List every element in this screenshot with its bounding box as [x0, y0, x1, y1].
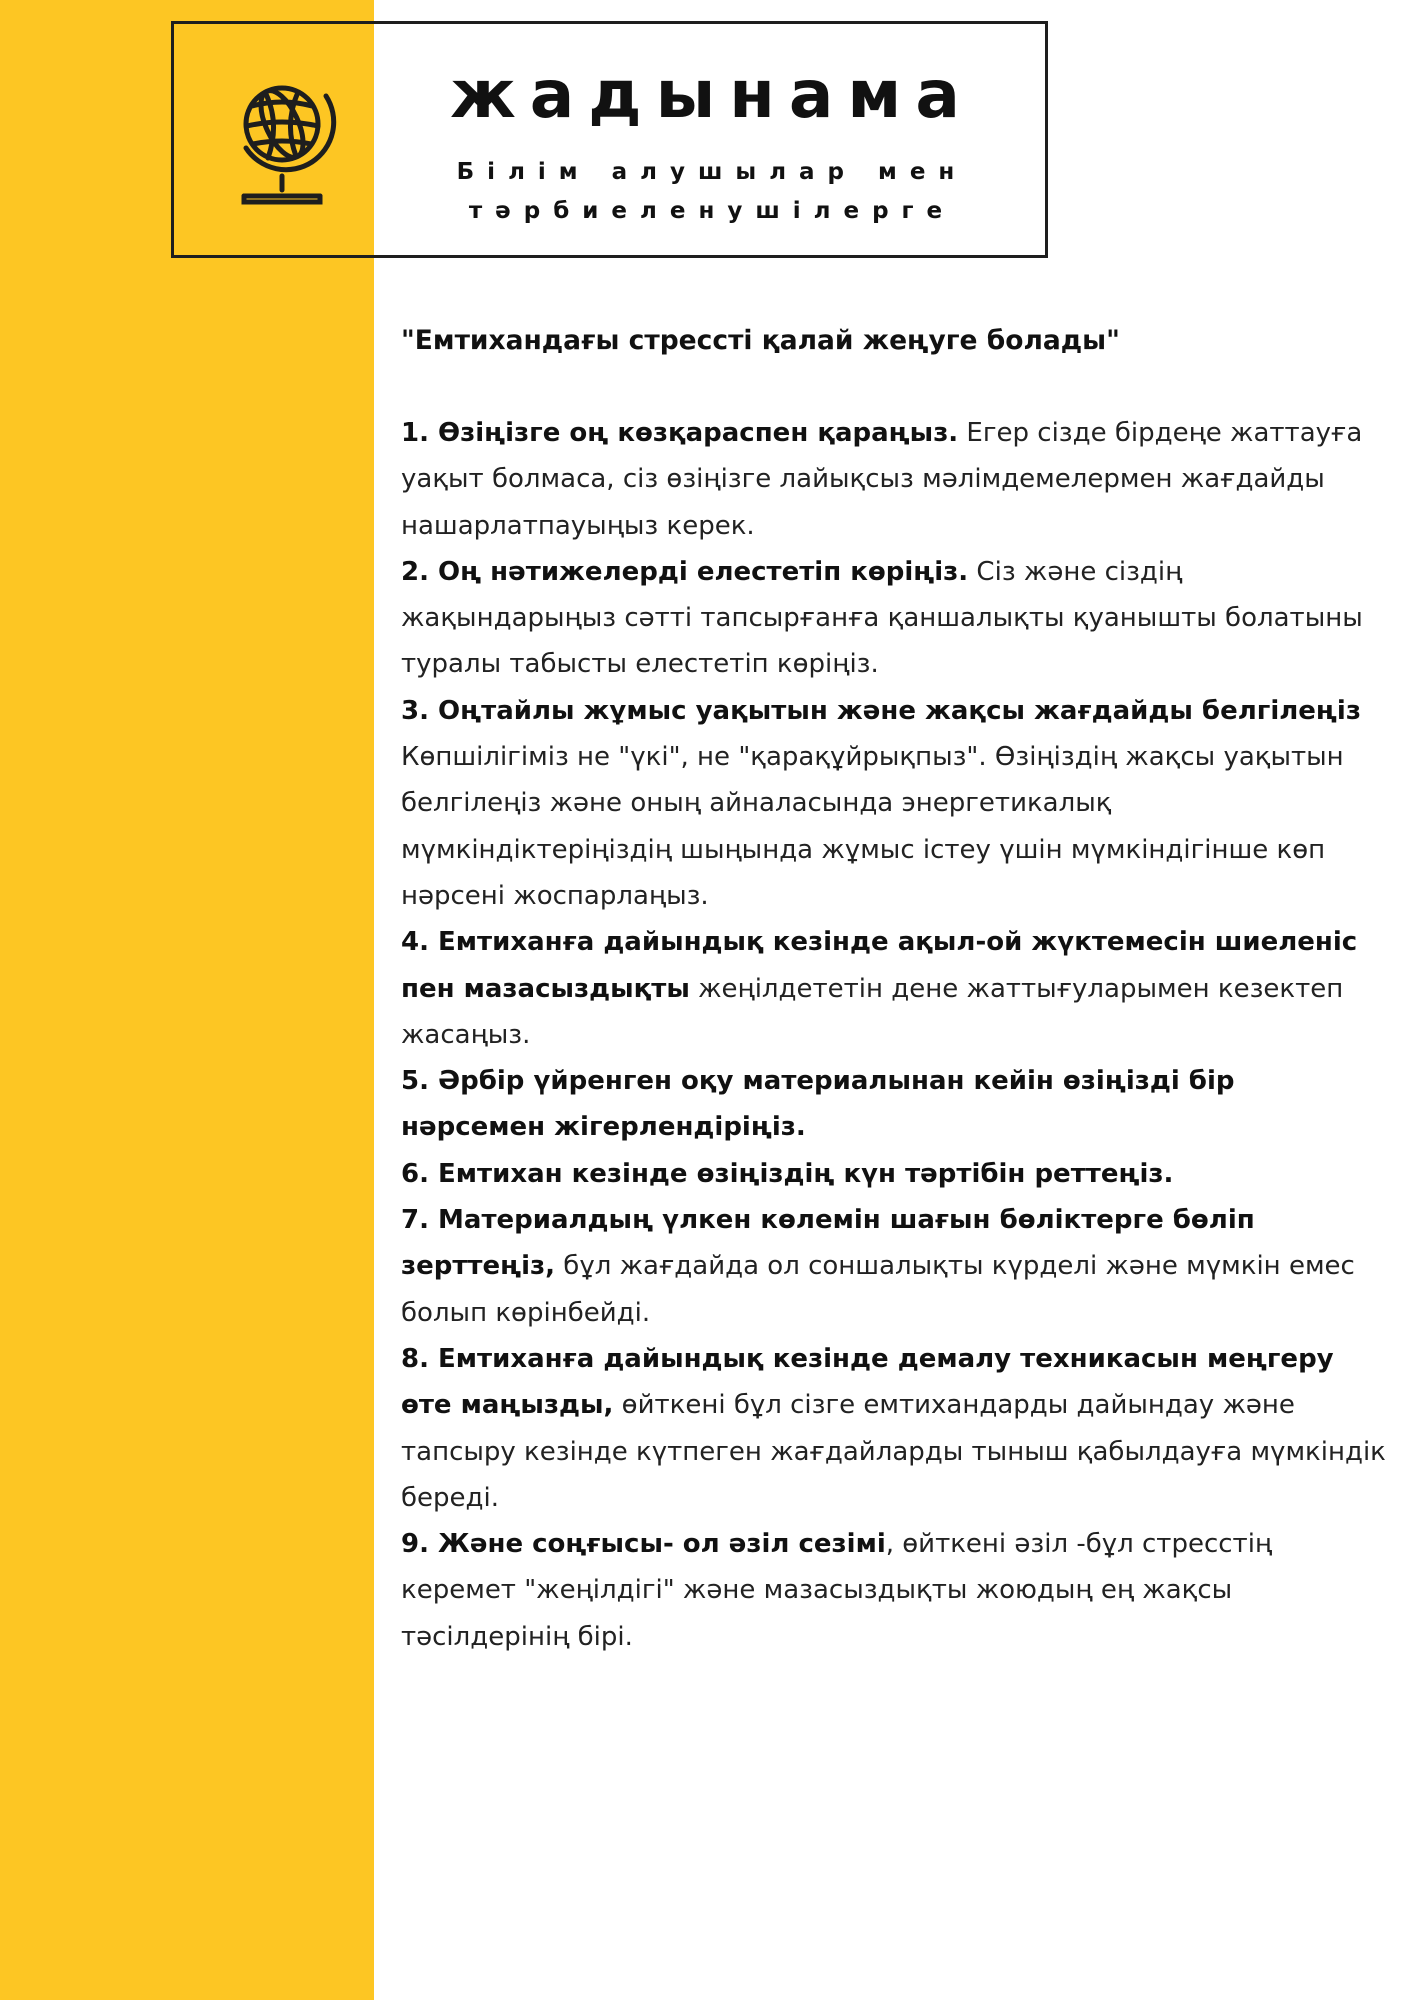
memo-body [401, 318, 1386, 1660]
memo-heading: "Емтихандағы стрессті қалай жеңуге болады" [401, 325, 1120, 356]
document-subtitle [382, 153, 1042, 231]
document-title: жадынама [450, 56, 974, 133]
tip-item [401, 549, 1386, 688]
tip-bold-text: 4. Емтиханға дайындық кезінде ақыл-ой жүктемесін шиеленіс пен мазасыздықты [401, 927, 1358, 1004]
subtitle-line-2: тәрбиеленушілерге [468, 198, 956, 224]
globe-icon [232, 72, 342, 212]
tip-text: Егер сізде бірдеңе жаттауға уақыт болмаса, сіз өзіңізге лайықсыз мәлімдемелермен жағдайды нашарлатпауыңыз керек. [401, 418, 1363, 541]
tip-item [401, 688, 1386, 919]
tip-item [401, 1336, 1386, 1521]
tip-bold-text: 1. Өзіңізге оң көзқараспен қараңыз. [401, 418, 959, 448]
tip-item [401, 1151, 1386, 1197]
tip-bold-text: 8. Емтиханға дайындық кезінде демалу техникасын меңгеру өте маңызды, [401, 1343, 1334, 1421]
subtitle-line-1: Білім алушылар мен [456, 159, 968, 185]
tip-text: өйткені бұл сізге емтихандарды дайындау және тапсыру кезінде күтпеген жағдайларды тыныш қабылдауға мүмкіндік береді. [401, 1390, 1386, 1513]
tip-bold-text: 2. Оң нәтижелерді елестетіп көріңіз. [401, 556, 969, 587]
tip-bold-text: 9. Және соңғысы- ол әзіл сезімі [401, 1529, 886, 1560]
tip-item [401, 919, 1386, 1058]
tip-text: , өйткені әзіл -бұл стресстің керемет "жеңілдігі" және мазасыздықты жоюдың ең жақсы тәсілдерінің бірі. [401, 1529, 1273, 1652]
tip-item [401, 410, 1386, 549]
tip-text: жеңілдететін дене жаттығуларымен кезектеп жасаңыз. [401, 973, 1344, 1050]
tip-bold-text: 6. Емтихан кезінде өзіңіздің күн тәртібін реттеңіз. [401, 1158, 1174, 1189]
tip-text: Сіз және сіздің жақындарыңыз сәтті тапсырғанға қаншалықты қуанышты болатыны туралы табысты елестетіп көріңіз. [401, 556, 1363, 680]
tip-bold-text: 5. Әрбір үйренген оқу материалынан кейін өзіңізді бір нәрсемен жігерлендіріңіз. [401, 1066, 1235, 1143]
yellow-side-band [0, 0, 374, 2000]
tip-bold-text: 3. Оңтайлы жұмыс уақытын және жақсы жағдайды белгілеңіз [401, 695, 1361, 726]
tip-bold-text: 7. Материалдың үлкен көлемін шағын бөліктерге бөліп зерттеңіз, [401, 1205, 1255, 1282]
tip-text: бұл жағдайда ол соншалықты күрделі және мүмкін емес болып көрінбейді. [401, 1251, 1355, 1328]
tip-item [401, 1197, 1386, 1336]
tip-item [401, 1058, 1386, 1151]
tip-text: Көпшілігіміз не "үкі", не "қарақұйрықпыз". Өзіңіздің жақсы уақытын белгілеңіз және оның айналасында энергетикалық мүмкіндіктеріңіздің шыңында жұмыс істеу үшін мүмкіндігінше көп нәрсені жоспарлаңыз. [401, 742, 1344, 911]
tip-item [401, 1521, 1386, 1660]
